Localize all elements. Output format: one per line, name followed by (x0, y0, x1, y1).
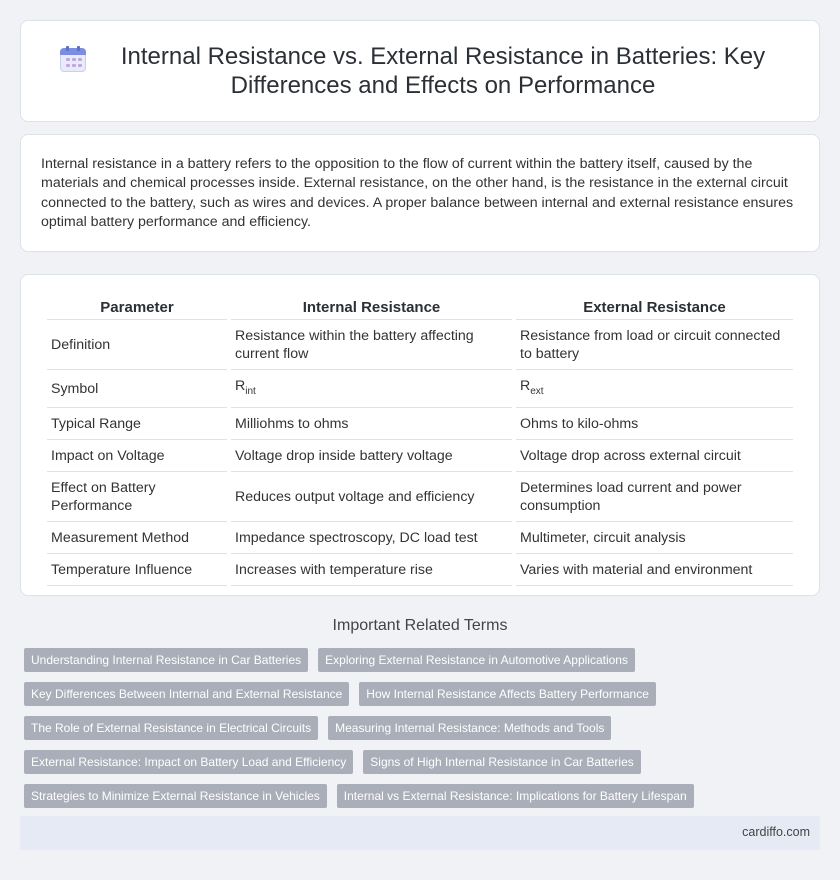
table-cell: Temperature Influence (47, 555, 227, 586)
table-header-row (47, 296, 793, 320)
related-terms-heading: Important Related Terms (332, 617, 508, 634)
table-cell: Impact on Voltage (47, 441, 227, 472)
table-row (47, 321, 793, 370)
table-cell: Resistance from load or circuit connected to battery (516, 321, 793, 370)
related-terms-list (24, 648, 820, 818)
table-cell: Increases with temperature rise (231, 555, 512, 586)
page-title: Internal Resistance vs. External Resistance in Batteries: Key Differences and Effects on Performance (120, 43, 766, 99)
table-cell: Determines load current and power consumption (516, 473, 793, 522)
table-cell: Voltage drop across external circuit (516, 441, 793, 472)
related-term-tag[interactable]: The Role of External Resistance in Electrical Circuits (24, 716, 318, 740)
column-header: Internal Resistance (231, 296, 512, 320)
table-cell (231, 371, 512, 408)
related-term-tag[interactable]: Understanding Internal Resistance in Car Batteries (24, 648, 308, 672)
footer (20, 816, 820, 850)
comparison-table (43, 295, 797, 587)
related-term-tag[interactable]: Signs of High Internal Resistance in Car Batteries (363, 750, 640, 774)
table-row (47, 555, 793, 586)
table-cell: Ohms to kilo-ohms (516, 409, 793, 440)
table-cell: Multimeter, circuit analysis (516, 523, 793, 554)
table-row (47, 441, 793, 472)
symbol-subscript: int (245, 385, 256, 397)
symbol-base: R (520, 378, 531, 394)
intro-text: Internal resistance in a battery refers to the opposition to the flow of current within the battery itself, caused by the materials and chemical processes inside. External resistance, on the other hand, is the resistance in the external circuit connected to the battery, such as wires and devices. A proper balance between internal and external resistance ensures optimal battery performance and efficiency. (41, 156, 794, 230)
symbol-base: R (235, 378, 246, 394)
column-header: External Resistance (516, 296, 793, 320)
table-row (47, 371, 793, 408)
table-row (47, 523, 793, 554)
symbol-subscript: ext (530, 385, 544, 397)
table-cell (516, 371, 793, 408)
table-cell: Typical Range (47, 409, 227, 440)
table-cell: Varies with material and environment (516, 555, 793, 586)
table-cell: Reduces output voltage and efficiency (231, 473, 512, 522)
table-cell: Definition (47, 321, 227, 370)
related-term-tag[interactable]: External Resistance: Impact on Battery Load and Efficiency (24, 750, 353, 774)
footer-site-link[interactable]: cardiffo.com (742, 825, 810, 839)
table-cell: Symbol (47, 371, 227, 408)
related-term-tag[interactable]: Measuring Internal Resistance: Methods and Tools (328, 716, 611, 740)
title-card (20, 20, 820, 122)
table-row (47, 409, 793, 440)
column-header: Parameter (47, 296, 227, 320)
intro-card (20, 134, 820, 252)
table-cell: Milliohms to ohms (231, 409, 512, 440)
calendar-icon (60, 46, 86, 72)
table-cell: Impedance spectroscopy, DC load test (231, 523, 512, 554)
table-cell: Effect on Battery Performance (47, 473, 227, 522)
table-cell: Measurement Method (47, 523, 227, 554)
table-row (47, 473, 793, 522)
related-term-tag[interactable]: Strategies to Minimize External Resistance in Vehicles (24, 784, 327, 808)
related-term-tag[interactable]: How Internal Resistance Affects Battery Performance (359, 682, 656, 706)
comparison-table-card (20, 274, 820, 596)
table-cell: Resistance within the battery affecting current flow (231, 321, 512, 370)
table-cell: Voltage drop inside battery voltage (231, 441, 512, 472)
related-term-tag[interactable]: Internal vs External Resistance: Implications for Battery Lifespan (337, 784, 694, 808)
related-term-tag[interactable]: Key Differences Between Internal and External Resistance (24, 682, 349, 706)
related-term-tag[interactable]: Exploring External Resistance in Automotive Applications (318, 648, 635, 672)
